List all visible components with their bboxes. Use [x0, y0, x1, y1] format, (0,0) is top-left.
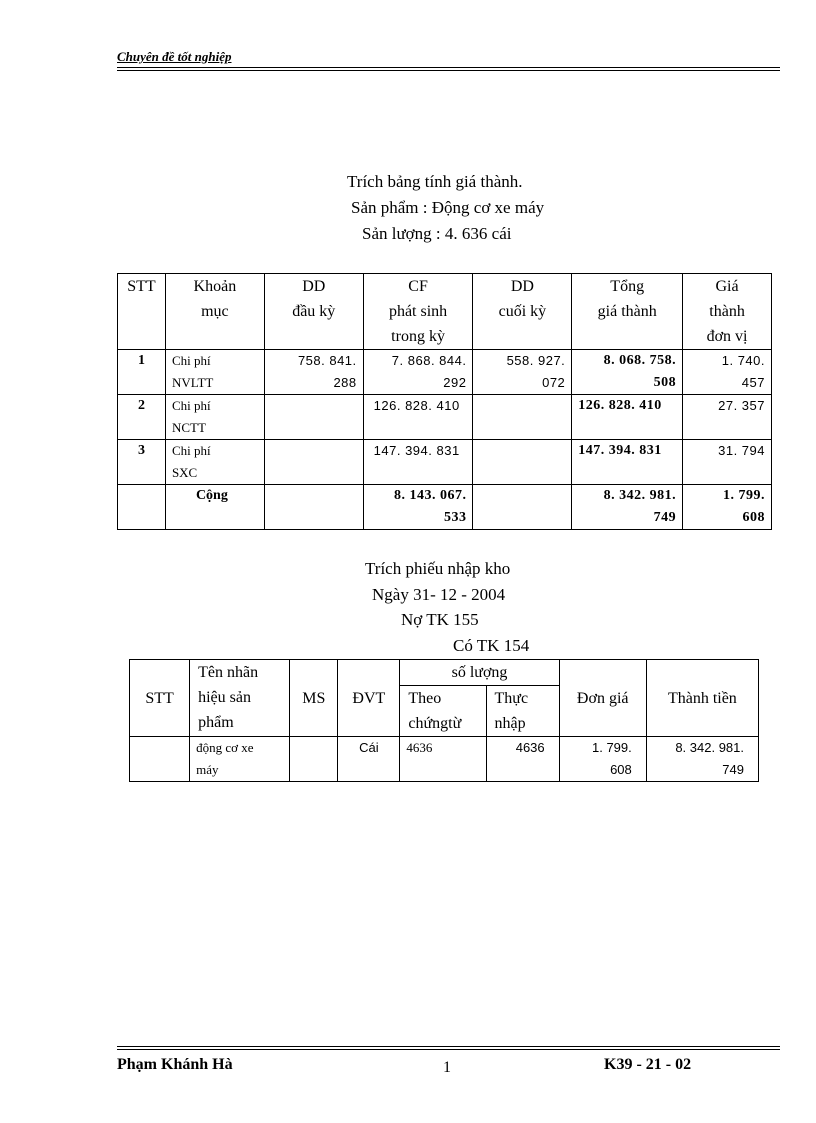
- section1-product: Sản phẩm : Động cơ xe máy: [351, 198, 545, 217]
- row-dd-dau: [264, 440, 363, 485]
- total-stt: [118, 485, 166, 530]
- row-item: Chi phí NCTT: [165, 395, 264, 440]
- row-dd-cuoi: [473, 395, 572, 440]
- row-tong: 147. 394. 831: [572, 440, 683, 485]
- receipt-don-gia: 1. 799. 608: [559, 737, 646, 782]
- section2-title: Trích phiếu nhập kho: [365, 559, 511, 578]
- table-row: [118, 350, 772, 395]
- footer-class-code: K39 - 21 - 02: [604, 1056, 692, 1073]
- row-stt: 3: [118, 440, 166, 485]
- row-stt: 1: [118, 350, 166, 395]
- footer-page-number: 1: [443, 1059, 451, 1076]
- receipt-dvt: Cái: [338, 737, 400, 782]
- table-row: [118, 395, 772, 440]
- header-don-gia: Đơn giá: [559, 660, 646, 737]
- receipt-ms: [290, 737, 338, 782]
- header-dvt: ĐVT: [338, 660, 400, 737]
- receipt-thuc: 4636: [486, 737, 559, 782]
- row-don-vi: 1. 740. 457: [683, 350, 772, 395]
- row-tong: 8. 068. 758. 508: [572, 350, 683, 395]
- row-item: Chi phí NVLTT: [165, 350, 264, 395]
- header-gia-thanh-don-vi: Giá thành đơn vị: [683, 274, 772, 350]
- header-theo-chung-tu: Theo chứngtừ: [400, 686, 486, 737]
- header-ten-nhan-hieu: Tên nhãn hiệu sản phẩm: [190, 660, 290, 737]
- header-thuc-nhap: Thực nhập: [486, 686, 559, 737]
- header-dd-dau-ky: DD đầu kỳ: [264, 274, 363, 350]
- receipt-header-row-1: [130, 660, 759, 686]
- total-label: Cộng: [165, 485, 264, 530]
- section2-debit: Nợ TK 155: [401, 610, 479, 629]
- section2-credit: Có TK 154: [453, 636, 530, 655]
- footer-author: Phạm Khánh Hà: [117, 1056, 233, 1073]
- header-rule-bottom: [117, 70, 780, 71]
- row-cf: 126. 828. 410: [363, 395, 473, 440]
- header-stt: STT: [130, 660, 190, 737]
- total-cf: 8. 143. 067. 533: [363, 485, 473, 530]
- total-dd-cuoi: [473, 485, 572, 530]
- section1-title: Trích bảng tính giá thành.: [347, 172, 523, 191]
- row-dd-cuoi: [473, 440, 572, 485]
- page-header-title: Chuyên đề tốt nghiệp: [117, 49, 232, 64]
- total-don-vi: 1. 799. 608: [683, 485, 772, 530]
- table-row: [130, 737, 759, 782]
- total-dd-dau: [264, 485, 363, 530]
- header-khoan-muc: Khoản mục: [165, 274, 264, 350]
- header-stt: STT: [118, 274, 166, 350]
- row-don-vi: 27. 357: [683, 395, 772, 440]
- header-so-luong: số lượng: [400, 660, 559, 686]
- receipt-stt: [130, 737, 190, 782]
- row-dd-cuoi: 558. 927. 072: [473, 350, 572, 395]
- receipt-thanh-tien: 8. 342. 981. 749: [646, 737, 758, 782]
- receipt-theo: 4636: [400, 737, 486, 782]
- receipt-ten: động cơ xe máy: [190, 737, 290, 782]
- header-rule-top: [117, 67, 780, 68]
- row-cf: 7. 868. 844. 292: [363, 350, 473, 395]
- header-ms: MS: [290, 660, 338, 737]
- row-item: Chi phí SXC: [165, 440, 264, 485]
- row-tong: 126. 828. 410: [572, 395, 683, 440]
- header-dd-cuoi-ky: DD cuối kỳ: [473, 274, 572, 350]
- section1-quantity: Sản lượng : 4. 636 cái: [362, 224, 512, 243]
- header-cf-phat-sinh: CF phát sinh trong kỳ: [363, 274, 473, 350]
- table-row: [118, 440, 772, 485]
- row-don-vi: 31. 794: [683, 440, 772, 485]
- warehouse-receipt-table: [129, 659, 759, 782]
- header-thanh-tien: Thành tiền: [646, 660, 758, 737]
- footer-rule-top: [117, 1046, 780, 1047]
- row-cf: 147. 394. 831: [363, 440, 473, 485]
- table-total-row: [118, 485, 772, 530]
- header-tong-gia-thanh: Tổng giá thành: [572, 274, 683, 350]
- total-tong: 8. 342. 981. 749: [572, 485, 683, 530]
- footer-rule-bottom: [117, 1049, 780, 1050]
- cost-table-header-row: [118, 274, 772, 350]
- row-dd-dau: [264, 395, 363, 440]
- row-stt: 2: [118, 395, 166, 440]
- cost-table: [117, 273, 772, 530]
- section2-date: Ngày 31- 12 - 2004: [372, 585, 506, 604]
- row-dd-dau: 758. 841. 288: [264, 350, 363, 395]
